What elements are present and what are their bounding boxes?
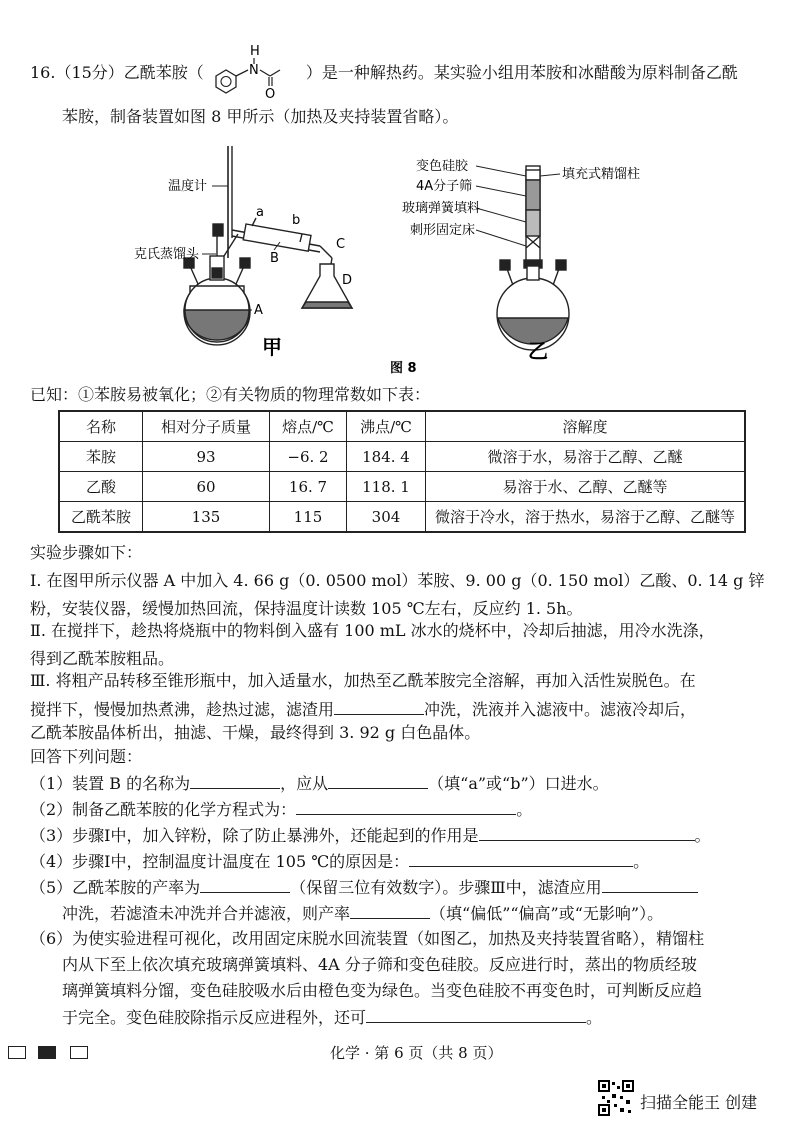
table-cell: 易溶于水、乙醇、乙醚等 <box>426 472 746 502</box>
table-cell: 乙酰苯胺 <box>59 502 143 533</box>
question-4 <box>30 850 770 873</box>
label-color-gel: 变色硅胶 <box>416 159 469 174</box>
question-6-line-2: 内从下至上依次填充玻璃弹簧填料、4A 分子筛和变色硅胶。反应进行时，蒸出的物质经玻 <box>62 955 697 974</box>
footer-box-filled <box>38 1046 56 1059</box>
q2-text-a: （2）制备乙酰苯胺的化学方程式为： <box>30 800 297 819</box>
step-3-blank[interactable] <box>334 698 424 715</box>
table-cell: 微溶于冷水，溶于热水，易溶于乙醇、乙醚等 <box>426 502 746 533</box>
q1-blank-inlet[interactable] <box>328 772 428 789</box>
acetanilide-structure-svg <box>204 38 306 98</box>
question-2 <box>30 798 770 821</box>
question-3 <box>30 824 770 847</box>
table-cell: 苯胺 <box>59 442 143 472</box>
label-A: A <box>254 303 263 318</box>
caption-jia: 甲 <box>262 335 282 359</box>
q5-blank-effect[interactable] <box>350 902 430 919</box>
intro-line-2: 苯胺，制备装置如图 8 甲所示（加热及夹持装置省略）。 <box>62 107 459 126</box>
q3-text-b: 。 <box>694 826 711 845</box>
q5-text-a: （5）乙酰苯胺的产率为 <box>30 878 201 897</box>
q1-blank-name[interactable] <box>190 772 280 789</box>
table-cell: 60 <box>143 472 270 502</box>
q5-blank-yield[interactable] <box>200 876 290 893</box>
figure-8 <box>120 138 700 378</box>
table-cell: 135 <box>143 502 270 533</box>
label-thermometer: 温度计 <box>168 179 208 194</box>
qr-code-icon <box>598 1080 634 1116</box>
q5-text-c: 冲洗，若滤渣未冲洗并合并滤液，则产率 <box>62 904 351 923</box>
table-header: 溶解度 <box>426 411 746 442</box>
table-header: 沸点/℃ <box>347 411 426 442</box>
step-1-line-1: Ⅰ. 在图甲所示仪器 A 中加入 4. 66 g（0. 0500 mol）苯胺、9. 00 g（0. 150 mol）乙酸、0. 14 g 锌 <box>30 571 765 590</box>
intro-prefix: 16.（15分）乙酰苯胺（ <box>30 63 204 82</box>
table-cell: 184. 4 <box>347 442 426 472</box>
table-row <box>59 442 745 472</box>
apparatus-jia <box>184 146 352 345</box>
q2-blank-equation[interactable] <box>296 798 516 815</box>
caption-yi: 乙 <box>528 339 548 363</box>
table-header: 名称 <box>59 411 143 442</box>
label-a: a <box>256 205 264 220</box>
question-1 <box>30 772 770 795</box>
table-header: 相对分子质量 <box>143 411 270 442</box>
oxygen-label: O <box>264 87 276 98</box>
label-glass-spring: 玻璃弹簧填料 <box>402 201 481 216</box>
known-info: 已知：①苯胺易被氧化；②有关物质的物理常数如下表： <box>30 385 431 404</box>
q5-text-b: （保留三位有效数字）。步骤Ⅲ中，滤渣应用 <box>290 878 602 897</box>
question-5 <box>30 876 770 899</box>
physical-constants-table <box>58 410 746 533</box>
step-3-text-a: 搅拌下，慢慢加热煮沸，趁热过滤，滤渣用 <box>30 700 335 719</box>
footer-box-empty <box>70 1046 88 1059</box>
hydrogen-label: H <box>249 44 260 59</box>
q6-blank[interactable] <box>366 1006 586 1023</box>
question-6-line-1: （6）为使实验进程可视化，改用固定床脱水回流装置（如图乙，加热及夹持装置省略），精馏柱 <box>30 929 705 948</box>
q6-text-a: 于完全。变色硅胶除指示反应进程外，还可 <box>62 1008 367 1027</box>
acetanilide-structure <box>204 44 306 98</box>
scanner-watermark: 扫描全能王 创建 <box>640 1093 758 1112</box>
q5-text-d: （填“偏低”“偏高”或“无影响”）。 <box>430 904 664 923</box>
q1-text-b: ，应从 <box>280 774 329 793</box>
label-B: B <box>270 251 279 266</box>
label-packed-column: 填充式精馏柱 <box>562 167 641 182</box>
apparatus-yi <box>497 166 569 350</box>
step-3-line-2 <box>30 698 770 721</box>
q2-text-b: 。 <box>516 800 533 819</box>
intro-suffix: ）是一种解热药。某实验小组用苯胺和冰醋酸为原料制备乙酰 <box>305 63 738 82</box>
q3-blank[interactable] <box>479 824 695 841</box>
table-cell: 微溶于水，易溶于乙醇、乙醚 <box>426 442 746 472</box>
table-header-row <box>59 411 745 442</box>
step-1-line-2: 粉，安装仪器，缓慢加热回流，保持温度计读数 105 ℃左右，反应约 1. 5h。 <box>30 599 583 618</box>
table-header: 熔点/℃ <box>270 411 347 442</box>
question-6-line-3: 璃弹簧填料分馏，变色硅胶吸水后由橙色变为绿色。当变色硅胶不再变色时，可判断反应趋 <box>62 981 703 1000</box>
label-b: b <box>292 213 301 228</box>
q4-blank[interactable] <box>409 850 633 867</box>
q1-text-a: （1）装置 B 的名称为 <box>30 774 191 793</box>
question-5-line-2 <box>62 902 770 925</box>
step-2-line-1: Ⅱ. 在搅拌下，趁热将烧瓶中的物料倒入盛有 100 mL 冰水的烧杯中，冷却后抽滤，用冷水洗涤， <box>30 621 715 640</box>
step-3-line-3: 乙酰苯胺晶体析出，抽滤、干燥，最终得到 3. 92 g 白色晶体。 <box>30 723 481 742</box>
step-3-text-b: 冲洗，洗液并入滤液中。滤液冷却后， <box>424 700 697 719</box>
question-6-line-4 <box>62 1006 770 1029</box>
table-cell: 93 <box>143 442 270 472</box>
q3-text-a: （3）步骤Ⅰ中，加入锌粉，除了防止暴沸外，还能起到的作用是 <box>30 826 479 845</box>
table-cell: 304 <box>347 502 426 533</box>
label-molecular-sieve: 4A分子筛 <box>416 179 473 194</box>
questions-title: 回答下列问题： <box>30 747 143 766</box>
nitrogen-label: N <box>248 63 259 78</box>
table-cell: 118. 1 <box>347 472 426 502</box>
label-D: D <box>342 273 353 288</box>
steps-title: 实验步骤如下： <box>30 543 143 562</box>
q6-text-b: 。 <box>586 1008 603 1027</box>
table-cell: −6. 2 <box>270 442 347 472</box>
table-cell: 乙酸 <box>59 472 143 502</box>
step-2-line-2: 得到乙酰苯胺粗品。 <box>30 649 175 668</box>
question-16-intro <box>30 44 770 98</box>
q1-text-c: （填“a”或“b”）口进水。 <box>428 774 609 793</box>
label-claisen-head: 克氏蒸馏头 <box>134 247 200 262</box>
q5-blank-rinse[interactable] <box>602 876 698 893</box>
q4-text-b: 。 <box>633 852 650 871</box>
label-fixed-bed: 刺形固定床 <box>410 223 476 238</box>
figure-title: 图 8 <box>390 361 417 376</box>
table-row <box>59 502 745 533</box>
table-row <box>59 472 745 502</box>
footer-box-empty <box>8 1046 26 1059</box>
table-cell: 115 <box>270 502 347 533</box>
page-number: 化学 · 第 6 页（共 8 页） <box>330 1044 503 1062</box>
table-cell: 16. 7 <box>270 472 347 502</box>
step-3-line-1: Ⅲ. 将粗产品转移至锥形瓶中，加入适量水，加热至乙酰苯胺完全溶解，再加入活性炭脱色。在 <box>30 671 696 690</box>
q4-text-a: （4）步骤Ⅰ中，控制温度计温度在 105 ℃的原因是： <box>30 852 410 871</box>
label-C: C <box>336 237 346 252</box>
